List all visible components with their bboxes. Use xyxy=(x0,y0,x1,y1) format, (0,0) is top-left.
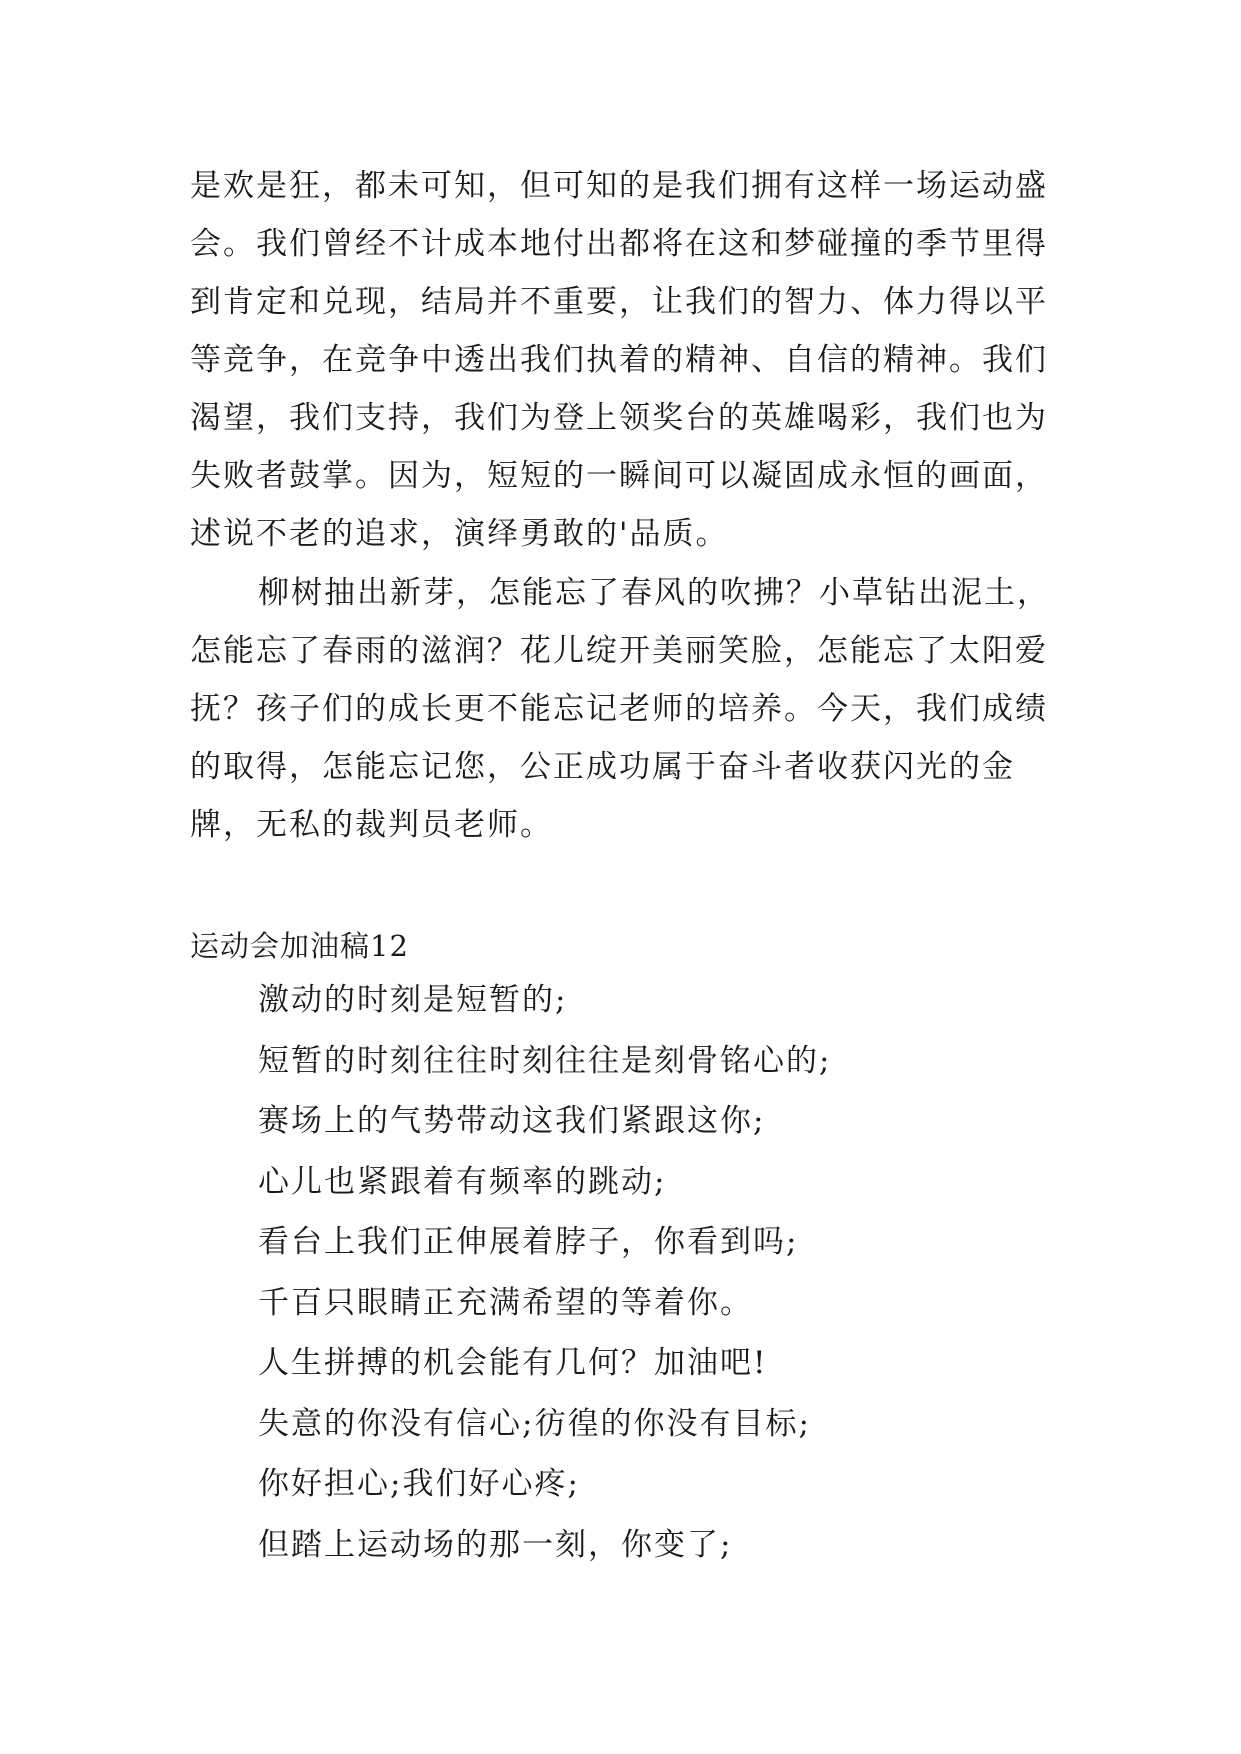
section-heading: 运动会加油稿12 xyxy=(190,929,409,963)
poem xyxy=(258,970,831,1575)
poem-line: 失意的你没有信心;彷徨的你没有目标; xyxy=(258,1405,811,1442)
poem-line: 千百只眼睛正充满希望的等着你。 xyxy=(258,1284,753,1321)
poem-line: 你好担心;我们好心疼; xyxy=(258,1466,580,1502)
poem-line: 但踏上运动场的那一刻，你变了; xyxy=(258,1526,733,1563)
poem-line: 看台上我们正伸展着脖子，你看到吗; xyxy=(258,1224,799,1260)
paragraph-continued: 是欢是狂，都未可知，但可知的是我们拥有这样一场运动盛会。我们曾经不计成本地付出都将在这和梦碰撞的季节里得到肯定和兑现，结局并不重要，让我们的智力、体力得以平等竞争，在竞争中透出我们执着的精神、自信的精神。我们渴望，我们支持，我们为登上领奖台的英雄喝彩，我们也为失败者鼓掌。因为，短短的一瞬间可以凝固成永恒的画面，述说不老的追求，演绎勇敢的'品质。 xyxy=(190,168,1048,552)
poem-line: 短暂的时刻往往时刻往往是刻骨铭心的; xyxy=(258,1042,832,1079)
poem-line: 激动的时刻是短暂的; xyxy=(258,982,568,1018)
poem-line: 赛场上的气势带动这我们紧跟这你; xyxy=(258,1103,766,1139)
paragraph-gratitude: 柳树抽出新芽，怎能忘了春风的吹拂？小草钻出泥土，怎能忘了春雨的滋润？花儿绽开美丽笑脸，怎能忘了太阳爱抚？孩子们的成长更不能忘记老师的培养。今天，我们成绩的取得，怎能忘记您，公正成功属于奋斗者收获闪光的金牌，无私的裁判员老师。 xyxy=(190,575,1050,843)
poem-line: 心儿也紧跟着有频率的跳动; xyxy=(258,1163,667,1200)
poem-line: 人生拼搏的机会能有几何？加油吧! xyxy=(258,1345,768,1381)
